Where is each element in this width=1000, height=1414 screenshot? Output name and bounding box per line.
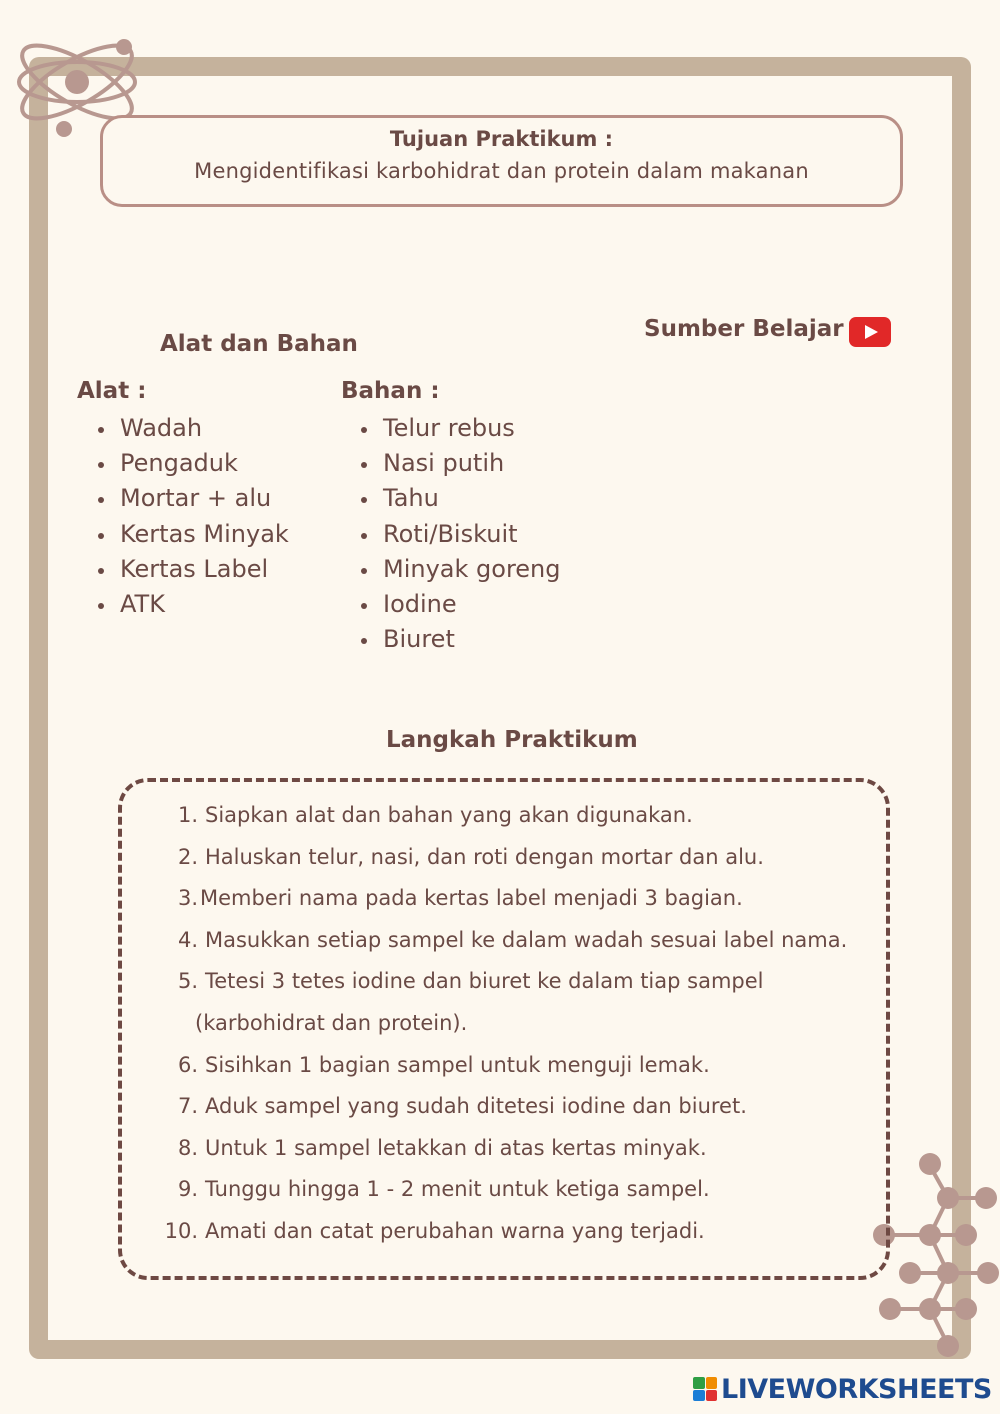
step-item bbox=[150, 1211, 847, 1253]
liveworksheets-logo-icon bbox=[693, 1377, 717, 1401]
step-text: Sisihkan 1 bagian sampel untuk menguji lemak. bbox=[205, 1052, 710, 1077]
list-item: Nasi putih bbox=[341, 446, 561, 481]
step-text: Tunggu hingga 1 - 2 menit untuk ketiga sampel. bbox=[205, 1177, 710, 1202]
steps-list bbox=[150, 795, 847, 1253]
list-item: Kertas Minyak bbox=[78, 517, 289, 552]
step-item bbox=[150, 1045, 847, 1087]
step-item bbox=[150, 878, 847, 920]
step-number: 2. bbox=[177, 844, 198, 869]
step-item bbox=[150, 920, 847, 962]
step-text: Siapkan alat dan bahan yang akan digunakan. bbox=[205, 803, 693, 827]
ingredients-label: Bahan : bbox=[341, 378, 440, 404]
step-text: Amati dan catat perubahan warna yang terjadi. bbox=[205, 1218, 705, 1243]
list-item: Biuret bbox=[341, 622, 561, 657]
step-number: 10. bbox=[164, 1218, 198, 1243]
materials-title: Alat dan Bahan bbox=[160, 331, 358, 357]
list-item: Minyak goreng bbox=[341, 552, 561, 587]
step-number: 5. bbox=[177, 969, 198, 994]
list-item: Kertas Label bbox=[78, 552, 289, 587]
list-item: ATK bbox=[78, 587, 289, 622]
step-item bbox=[150, 961, 847, 1003]
step-text: Untuk 1 sampel letakkan di atas kertas minyak. bbox=[205, 1135, 707, 1160]
step-text: (karbohidrat dan protein). bbox=[195, 1010, 468, 1035]
tools-list bbox=[78, 411, 289, 622]
step-item bbox=[150, 1169, 847, 1211]
step-number: 6. bbox=[177, 1052, 198, 1077]
step-text: Memberi nama pada kertas label menjadi 3 bagian. bbox=[200, 886, 743, 911]
step-number: 4. bbox=[177, 927, 198, 952]
step-number: 7. bbox=[177, 1094, 198, 1119]
step-number: 3. bbox=[177, 886, 198, 911]
step-item bbox=[150, 837, 847, 879]
step-text: Haluskan telur, nasi, dan roti dengan mortar dan alu. bbox=[205, 844, 764, 869]
goal-box bbox=[100, 115, 903, 207]
step-text: Masukkan setiap sampel ke dalam wadah sesuai label nama. bbox=[205, 927, 848, 952]
list-item: Mortar + alu bbox=[78, 481, 289, 516]
list-item: Tahu bbox=[341, 481, 561, 516]
goal-text: Mengidentifikasi karbohidrat dan protein dalam makanan bbox=[194, 159, 809, 183]
step-text: Aduk sampel yang sudah ditetesi iodine dan biuret. bbox=[205, 1094, 747, 1119]
step-number: 9. bbox=[177, 1177, 198, 1202]
list-item: Pengaduk bbox=[78, 446, 289, 481]
step-item bbox=[150, 1128, 847, 1170]
steps-title: Langkah Praktikum bbox=[386, 727, 638, 753]
tools-label: Alat : bbox=[77, 378, 147, 404]
step-number: 8. bbox=[177, 1135, 198, 1160]
list-item: Telur rebus bbox=[341, 411, 561, 446]
youtube-icon[interactable] bbox=[849, 317, 891, 347]
liveworksheets-text: LIVEWORKSHEETS bbox=[721, 1373, 992, 1405]
ingredients-list bbox=[341, 411, 561, 657]
step-number: 1. bbox=[177, 803, 198, 827]
step-item bbox=[150, 1003, 847, 1045]
source-label: Sumber Belajar bbox=[644, 316, 844, 342]
liveworksheets-logo[interactable] bbox=[693, 1374, 992, 1404]
step-item bbox=[150, 1086, 847, 1128]
step-text: Tetesi 3 tetes iodine dan biuret ke dalam tiap sampel bbox=[205, 969, 764, 994]
goal-title: Tujuan Praktikum : bbox=[389, 127, 614, 151]
step-item bbox=[150, 795, 847, 837]
list-item: Roti/Biskuit bbox=[341, 517, 561, 552]
list-item: Iodine bbox=[341, 587, 561, 622]
list-item: Wadah bbox=[78, 411, 289, 446]
